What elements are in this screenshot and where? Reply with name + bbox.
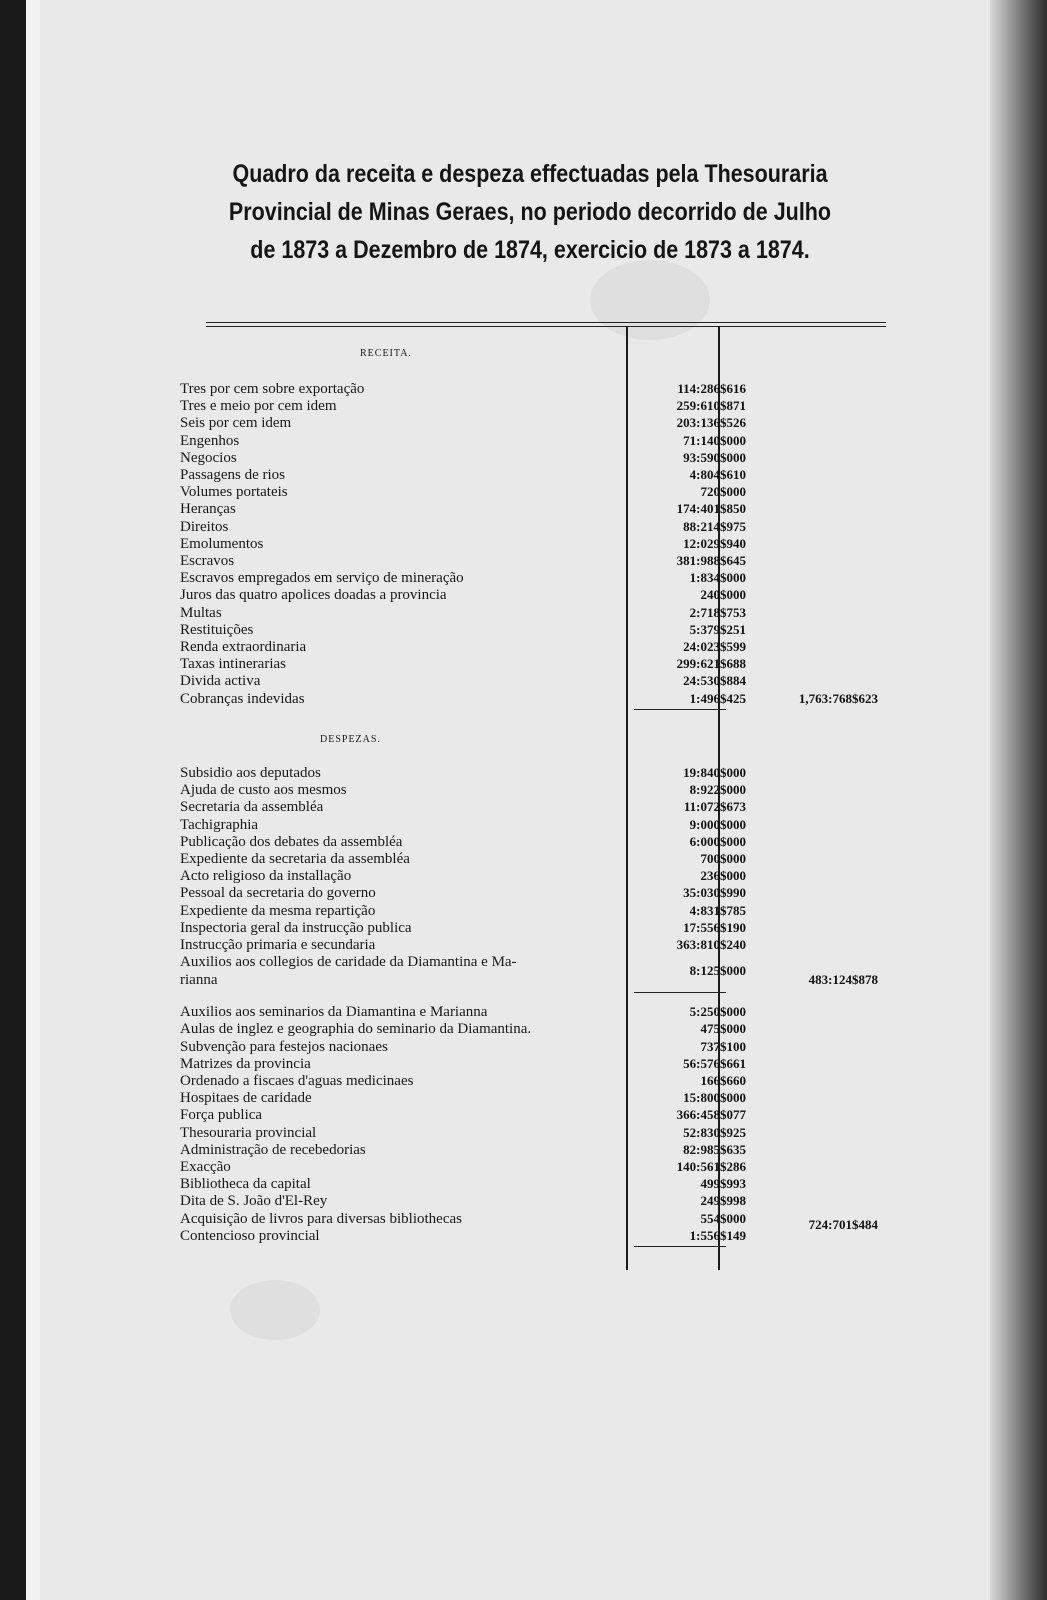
receita-row [30,449,1035,467]
row-amount: 56:576$661 [683,1055,746,1071]
receita-row [30,535,1035,553]
despeza-row [30,798,1035,816]
row-label [180,449,620,467]
row-label-text: Instrucção primaria e secundaria [180,937,379,953]
row-amount: 363:810$240 [676,937,746,952]
despeza-row [30,850,1035,868]
row-label [180,500,620,518]
row-label-text: Ordenado a fiscaes d'aguas medicinaes [180,1073,417,1089]
row-amount: 166$660 [700,1073,746,1088]
row-label [180,552,620,570]
row-amount: 1:496$425 [689,690,746,706]
receita-row [30,552,1035,570]
row-label [180,902,620,920]
row-label-text: Seis por cem idem [180,415,295,431]
row-label [180,1158,620,1176]
receita-row [30,397,1035,415]
despezas-subrule [634,1246,726,1247]
row-amount: 11:072$673 [683,799,746,815]
row-label [180,953,620,971]
row-label-text: Emolumentos [180,536,267,552]
row-amount: 71:140$000 [683,432,746,448]
row-amount: 4:804$610 [689,467,746,482]
row-label [180,1124,620,1142]
row-label [180,483,620,501]
despezas-subrule [634,992,726,993]
receita-row [30,586,1035,604]
row-label-text: Acquisição de livros para diversas bibliothecas [180,1211,466,1227]
receita-row [30,621,1035,639]
receita-row [30,466,1035,484]
row-amount: 720$000 [700,484,746,500]
row-amount: 240$000 [700,587,746,603]
row-amount: 8:125$000 [689,963,746,979]
row-label-text: Dita de S. João d'El-Rey [180,1193,331,1209]
row-label-text: Contencioso provincial [180,1228,324,1244]
row-label-text: Publicação dos debates da assembléa [180,834,406,850]
row-amount: 12:029$940 [683,535,746,551]
row-amount: 236$000 [700,868,746,884]
row-label [180,816,620,834]
receita-row [30,638,1035,656]
row-amount: 114:286$616 [677,381,746,396]
receita-row [30,690,1035,708]
header-rule [206,326,886,327]
receita-row [30,655,1035,673]
despeza-row [30,1192,1035,1210]
despeza-row [30,1158,1035,1176]
row-label-text: Volumes portateis [180,484,292,500]
row-amount: 554$000 [700,1210,746,1226]
despeza-row [30,1141,1035,1159]
row-amount: 366:458$077 [676,1107,746,1123]
row-label [180,1020,620,1038]
row-label [180,1141,620,1159]
document-title: Quadro da receita e despeza effectuadas pela Thesouraria Provincial de Minas Geraes, no periodo decorrido de Julho de 1873 a Dezembro de 1874, exercicio de 1873 a 1874. [228,160,832,264]
receita-row [30,604,1035,622]
row-amount: 174:401$850 [676,501,746,517]
row-label-text: Subvenção para festejos nacionaes [180,1039,392,1055]
despezas-block1-total: 483:124$878 [808,972,878,988]
row-label-text: Expediente da mesma repartição [180,903,379,919]
receita-row [30,380,1035,398]
row-amount: 8:922$000 [689,782,746,798]
paper-stain [230,1280,320,1340]
row-amount: 52:830$925 [683,1124,746,1140]
despeza-row [30,1089,1035,1107]
row-label-text: Restituições [180,622,257,638]
row-amount: 299:621$688 [676,656,746,672]
row-amount: 24:023$599 [683,639,746,654]
row-label [180,655,620,673]
row-label-text: Auxilios aos seminarios da Diamantina e Marianna [180,1004,491,1020]
despeza-row [30,1038,1035,1056]
page-gutter [26,0,40,1600]
row-label-text: Hospitaes de caridade [180,1090,316,1106]
row-label-text: Direitos [180,519,232,535]
row-amount: 203:136$526 [676,415,746,431]
row-label-text: Aulas de inglez e geographia do seminario da Diamantina. [180,1021,535,1037]
row-label [180,1106,620,1124]
row-amount: 249$998 [700,1193,746,1209]
row-label [180,833,620,851]
despeza-row [30,1106,1035,1124]
row-label [180,672,620,690]
row-label-text: Multas [180,605,226,621]
row-label [180,1210,620,1228]
row-label-text: Inspectoria geral da instrucção publica [180,920,416,936]
row-label [180,1072,620,1090]
despeza-row [30,1175,1035,1193]
row-label [180,867,620,885]
row-label [180,798,620,816]
row-label-text: Tres e meio por cem idem [180,398,341,414]
receita-subrule [634,709,726,710]
despeza-row [30,764,1035,782]
row-amount: 475$000 [700,1021,746,1037]
row-label-text: Taxas intinerarias [180,656,290,672]
row-label [180,380,620,398]
row-label [180,936,620,954]
page-edge-shadow [990,0,1047,1600]
row-amount: 700$000 [700,851,746,866]
row-label-text: Escravos [180,553,238,569]
row-label-text: Engenhos [180,433,243,449]
row-label [180,1227,620,1245]
row-label-text: Cobranças indevidas [180,691,309,707]
row-amount: 1:834$000 [689,570,746,586]
row-label [180,690,620,708]
receita-row [30,500,1035,518]
row-amount: 737$100 [700,1038,746,1054]
despeza-row-two-line [30,953,1035,989]
row-label [180,518,620,536]
receita-total: 1,763:768$623 [798,690,878,706]
row-label-text: Pessoal da secretaria do governo [180,885,380,901]
row-label-text: Secretaria da assembléa [180,799,327,815]
despezas-block2-total: 724:701$484 [808,1217,878,1232]
row-label [180,884,620,902]
row-amount: 93:590$000 [683,449,746,465]
row-amount: 35:030$990 [683,885,746,901]
row-amount: 9:000$000 [689,816,746,832]
row-label-text: Força publica [180,1107,266,1123]
row-label [180,569,620,587]
row-label-text: Matrizes da provincia [180,1056,315,1072]
despezas-heading: DESPEZAS. [320,734,381,745]
row-amount: 259:610$871 [676,398,746,414]
receita-row [30,414,1035,432]
row-label-text: Thesouraria provincial [180,1125,320,1141]
row-label-text: Bibliotheca da capital [180,1176,315,1192]
header-rule [206,322,886,323]
row-amount: 499$993 [700,1176,746,1192]
row-label [180,397,620,415]
despeza-row [30,884,1035,902]
receita-row [30,432,1035,450]
receita-row [30,483,1035,501]
row-label-text: Juros das quatro apolices doadas a provincia [180,587,451,603]
receita-row [30,518,1035,536]
receita-row [30,569,1035,587]
row-label [180,638,620,656]
row-amount: 17:556$190 [683,919,746,935]
row-label-text: rianna [180,972,221,988]
row-label-text: Tres por cem sobre exportação [180,381,368,397]
row-label [180,1192,620,1210]
row-amount: 140:561$286 [676,1159,746,1174]
row-label-text: Subsidio aos deputados [180,765,325,781]
row-label [180,535,620,553]
despeza-row [30,816,1035,834]
row-label-text: Renda extraordinaria [180,639,310,655]
document-page [30,0,1035,1600]
despeza-row [30,1072,1035,1090]
despeza-row [30,902,1035,920]
row-label-text: Exacção [180,1159,235,1175]
row-label-text: Expediente da secretaria da assembléa [180,851,414,867]
despeza-row [30,867,1035,885]
despeza-row [30,1055,1035,1073]
row-amount: 5:379$251 [689,621,746,637]
despeza-row [30,1210,1035,1228]
row-label-text: Divida activa [180,673,264,689]
row-amount: 15:800$000 [683,1090,746,1106]
row-label-text: Escravos empregados em serviço de mineração [180,570,468,586]
row-label [180,919,620,937]
row-label [180,586,620,604]
despeza-row [30,1124,1035,1142]
row-amount: 381:988$645 [676,553,746,568]
row-label [180,1003,620,1021]
despeza-row [30,1227,1035,1245]
receita-row [30,672,1035,690]
row-label [180,764,620,782]
despeza-row [30,1020,1035,1038]
row-amount: 82:985$635 [683,1141,746,1157]
row-label [180,781,620,799]
row-label [180,621,620,639]
row-label [180,604,620,622]
despeza-row [30,781,1035,799]
row-label-text: Administração de recebedorias [180,1142,370,1158]
row-label-text: Passagens de rios [180,467,289,483]
row-label [180,1055,620,1073]
row-amount: 2:718$753 [689,604,746,620]
row-amount: 4:831$785 [689,902,746,918]
row-label-text: Negocios [180,450,241,466]
row-label [180,466,620,484]
row-amount: 5:250$000 [689,1004,746,1020]
row-label [180,1089,620,1107]
row-amount: 6:000$000 [689,833,746,849]
row-label [180,971,620,989]
row-label-text: Auxilios aos collegios de caridade da Diamantina e Ma- [180,954,521,970]
row-label-text: Acto religioso da installação [180,868,355,884]
row-label-text: Ajuda de custo aos mesmos [180,782,351,798]
row-label-text: Heranças [180,501,240,517]
despeza-row [30,1003,1035,1021]
row-label-text: Tachigraphia [180,817,262,833]
row-amount: 1:556$149 [689,1227,746,1243]
despeza-row [30,936,1035,954]
paper-stain [590,260,710,340]
row-amount: 24:530$884 [683,673,746,689]
row-label [180,1175,620,1193]
row-amount: 19:840$000 [683,765,746,780]
despeza-row [30,833,1035,851]
row-label [180,432,620,450]
row-label [180,414,620,432]
row-label [180,1038,620,1056]
despeza-row [30,919,1035,937]
row-label [180,850,620,868]
row-amount: 88:214$975 [683,518,746,534]
receita-heading: RECEITA. [360,348,412,359]
